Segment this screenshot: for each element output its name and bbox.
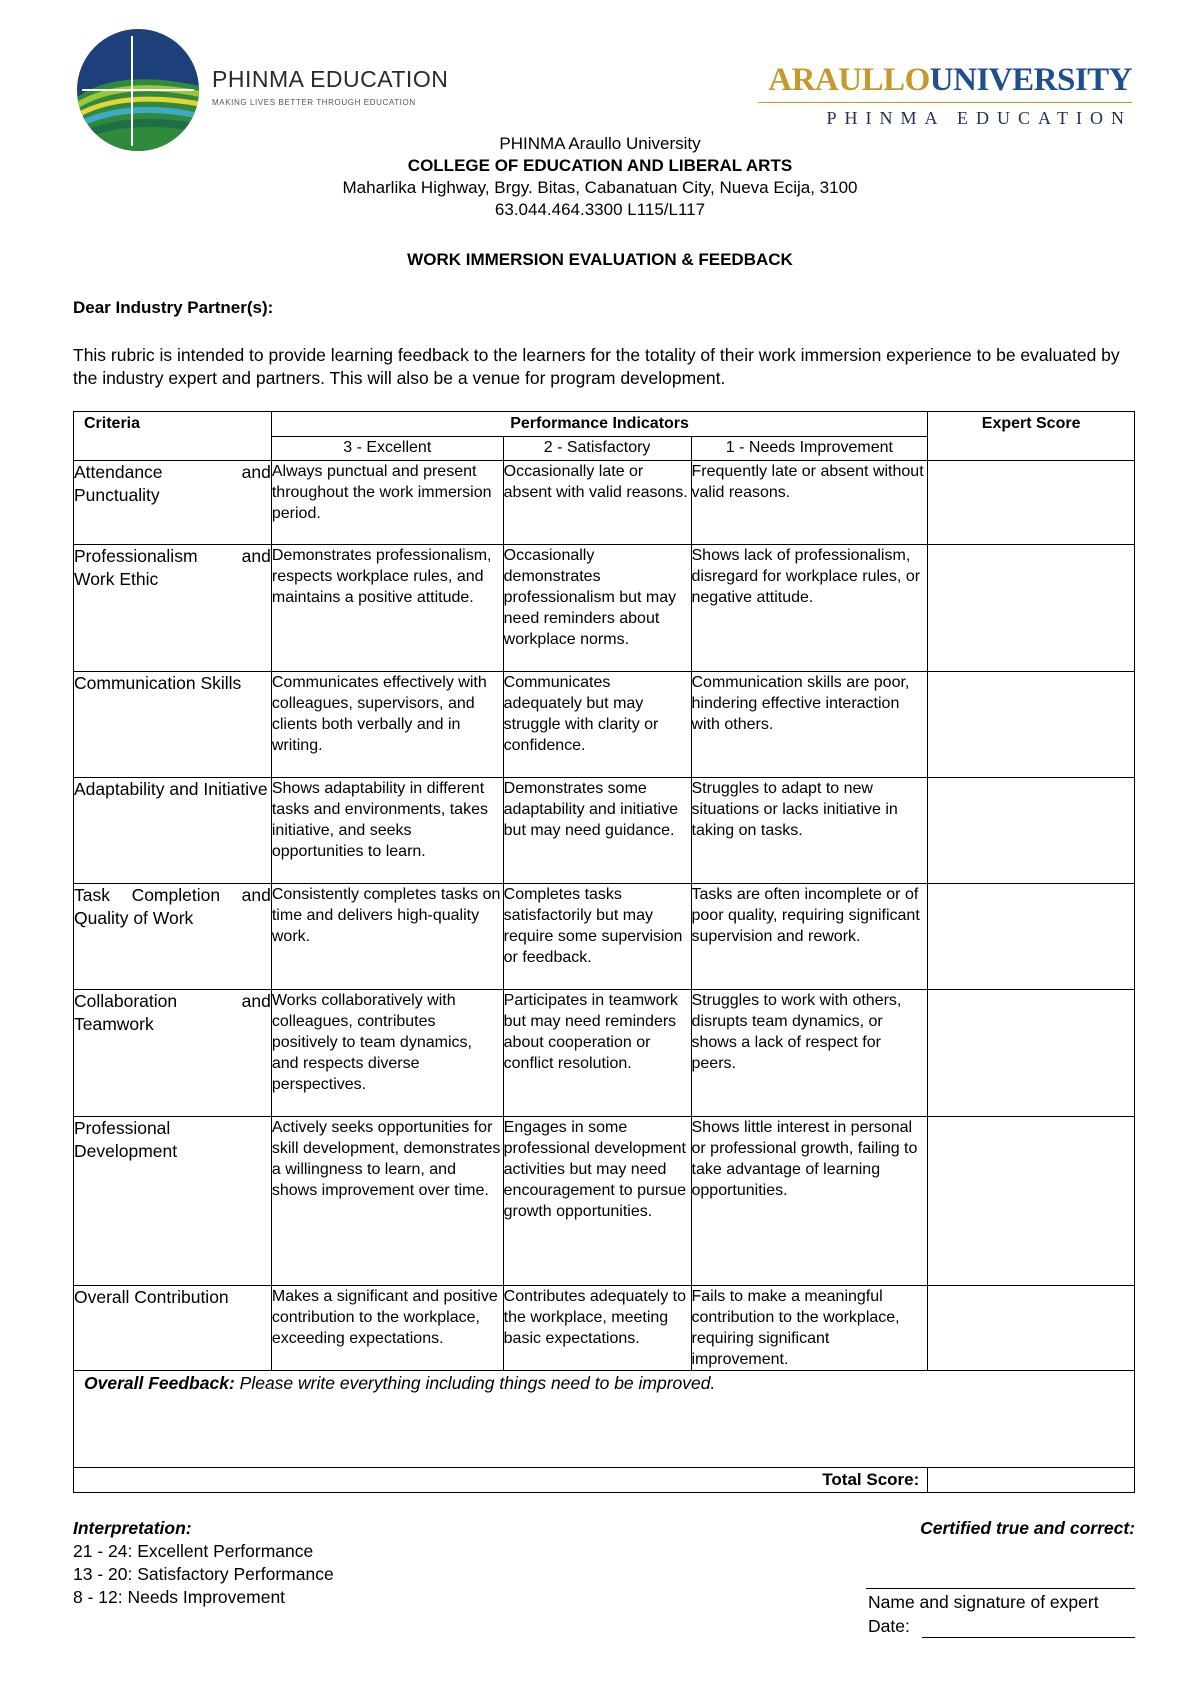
needs-improvement-text: Tasks are often incomplete or of poor quality, requiring significant supervision and rework. xyxy=(691,886,920,945)
level-satisfactory: 2 - Satisfactory xyxy=(503,437,691,461)
needs-improvement-text: Fails to make a meaningful contribution to the workplace, requiring significant improvement. xyxy=(691,1288,900,1368)
needs-improvement-text: Shows little interest in personal or professional growth, failing to take advantage of learning opportunities. xyxy=(691,1119,918,1199)
table-row xyxy=(74,990,1135,1117)
certification-title: Certified true and correct: xyxy=(920,1518,1135,1538)
criteria-cell: Professionalism and Work Ethic xyxy=(74,545,272,672)
criteria-header: Criteria xyxy=(74,412,272,461)
criteria-cell: Attendance and Punctuality xyxy=(74,461,272,545)
excellent-text: Consistently completes tasks on time and delivers high-quality work. xyxy=(271,886,501,945)
expert-score-input[interactable] xyxy=(928,545,1135,672)
total-score-input[interactable] xyxy=(928,1468,1135,1493)
satisfactory-cell xyxy=(503,884,691,990)
phinma-logo-tagline: MAKING LIVES BETTER THROUGH EDUCATION xyxy=(212,98,416,107)
criteria-cell: Overall Contribution xyxy=(74,1286,272,1371)
overall-feedback-field[interactable] xyxy=(74,1371,1135,1468)
excellent-text: Communicates effectively with colleagues, supervisors, and clients both verbally and in writing. xyxy=(271,674,487,754)
satisfactory-cell xyxy=(503,1117,691,1286)
expert-score-header: Expert Score xyxy=(928,412,1135,461)
excellent-text: Works collaboratively with colleagues, contributes positively to team dynamics, and respects diverse perspectives. xyxy=(271,992,472,1093)
overall-feedback-hint: Please write everything including things need to be improved. xyxy=(239,1373,716,1393)
criteria-cell: Adaptability and Initiative xyxy=(74,778,272,884)
total-score-label: Total Score: xyxy=(74,1468,928,1493)
satisfactory-text: Occasionally late or absent with valid reasons. xyxy=(503,463,688,501)
rubric-table xyxy=(73,411,1135,1493)
satisfactory-text: Demonstrates some adaptability and initiative but may need guidance. xyxy=(503,780,678,839)
satisfactory-text: Occasionally demonstrates professionalism but may need reminders about workplace norms. xyxy=(503,547,677,648)
excellent-cell xyxy=(271,1286,503,1371)
needs-improvement-cell xyxy=(691,884,928,990)
expert-score-input[interactable] xyxy=(928,1286,1135,1371)
salutation: Dear Industry Partner(s): xyxy=(73,298,274,317)
phinma-logo-name: PHINMA EDUCATION xyxy=(212,66,449,92)
needs-improvement-cell xyxy=(691,1117,928,1286)
performance-indicators-header: Performance Indicators xyxy=(271,412,927,437)
excellent-text: Always punctual and present throughout the work immersion period. xyxy=(271,463,492,522)
needs-improvement-cell xyxy=(691,545,928,672)
needs-improvement-text: Struggles to work with others, disrupts team dynamics, or shows a lack of respect for peers. xyxy=(691,992,902,1072)
criteria-cell: Task Completion and Quality of Work xyxy=(74,884,272,990)
table-row xyxy=(74,1117,1135,1286)
date-label: Date: xyxy=(868,1616,910,1636)
interpretation-item: 8 - 12: Needs Improvement xyxy=(73,1587,286,1607)
interpretation-title: Interpretation: xyxy=(73,1518,192,1538)
excellent-cell xyxy=(271,461,503,545)
satisfactory-text: Engages in some professional development activities but may need encouragement to pursue growth opportunities. xyxy=(503,1119,686,1220)
university-name: PHINMA Araullo University xyxy=(499,134,701,153)
needs-improvement-cell xyxy=(691,778,928,884)
table-row xyxy=(74,884,1135,990)
excellent-cell xyxy=(271,672,503,778)
au-logo-divider xyxy=(758,102,1132,103)
satisfactory-text: Contributes adequately to the workplace, meeting basic expectations. xyxy=(503,1288,686,1347)
satisfactory-text: Participates in teamwork but may need reminders about cooperation or conflict resolution. xyxy=(503,992,678,1072)
needs-improvement-cell xyxy=(691,672,928,778)
au-logo-subtitle: PHINMA EDUCATION xyxy=(826,108,1132,128)
excellent-cell xyxy=(271,884,503,990)
overall-feedback-label: Overall Feedback: xyxy=(84,1373,235,1393)
excellent-cell xyxy=(271,1117,503,1286)
level-needs-improvement: 1 - Needs Improvement xyxy=(691,437,928,461)
needs-improvement-text: Frequently late or absent without valid reasons. xyxy=(691,463,924,501)
satisfactory-cell xyxy=(503,461,691,545)
expert-score-input[interactable] xyxy=(928,778,1135,884)
excellent-text: Demonstrates professionalism, respects workplace rules, and maintains a positive attitude. xyxy=(271,547,492,606)
interpretation-item: 21 - 24: Excellent Performance xyxy=(73,1541,314,1561)
au-logo-part2: UNIVERSITY xyxy=(929,62,1132,98)
criteria-cell: Communication Skills xyxy=(74,672,272,778)
address: Maharlika Highway, Brgy. Bitas, Cabanatuan City, Nueva Ecija, 3100 xyxy=(342,178,858,197)
excellent-text: Actively seeks opportunities for skill development, demonstrates a willingness to learn, and shows improvement over time. xyxy=(271,1119,501,1199)
needs-improvement-text: Shows lack of professionalism, disregard for workplace rules, or negative attitude. xyxy=(691,547,921,606)
signature-label: Name and signature of expert xyxy=(868,1592,1099,1612)
intro-paragraph: This rubric is intended to provide learning feedback to the learners for the totality of their work immersion experience to be evaluated by the industry expert and partners. This will also be a venue for program development. xyxy=(73,345,1120,388)
excellent-cell xyxy=(271,990,503,1117)
total-score-row xyxy=(74,1468,1135,1493)
college-name: COLLEGE OF EDUCATION AND LIBERAL ARTS xyxy=(407,156,793,175)
table-header-row xyxy=(74,412,1135,437)
excellent-text: Shows adaptability in different tasks and environments, takes initiative, and seeks opportunities to learn. xyxy=(271,780,488,860)
level-excellent: 3 - Excellent xyxy=(271,437,503,461)
expert-score-input[interactable] xyxy=(928,672,1135,778)
au-logo-name xyxy=(768,62,1132,99)
needs-improvement-cell xyxy=(691,1286,928,1371)
excellent-cell xyxy=(271,545,503,672)
table-row xyxy=(74,672,1135,778)
date-line[interactable] xyxy=(922,1637,1135,1638)
phone: 63.044.464.3300 L115/L117 xyxy=(494,200,706,219)
au-logo-part1: ARAULLO xyxy=(768,62,930,98)
table-row xyxy=(74,1286,1135,1371)
expert-score-input[interactable] xyxy=(928,1117,1135,1286)
criteria-cell: Professional Development xyxy=(74,1117,272,1286)
expert-score-input[interactable] xyxy=(928,884,1135,990)
satisfactory-text: Communicates adequately but may struggle with clarity or confidence. xyxy=(503,674,659,754)
expert-score-input[interactable] xyxy=(928,990,1135,1117)
overall-feedback-row xyxy=(74,1371,1135,1468)
expert-score-input[interactable] xyxy=(928,461,1135,545)
criteria-cell: Collaboration and Teamwork xyxy=(74,990,272,1117)
araullo-university-logo xyxy=(752,62,1132,132)
needs-improvement-cell xyxy=(691,990,928,1117)
form-title: WORK IMMERSION EVALUATION & FEEDBACK xyxy=(407,250,793,269)
satisfactory-cell xyxy=(503,1286,691,1371)
excellent-text: Makes a significant and positive contribution to the workplace, exceeding expectations. xyxy=(271,1288,498,1347)
signature-line[interactable] xyxy=(866,1588,1135,1589)
satisfactory-cell xyxy=(503,990,691,1117)
table-row xyxy=(74,778,1135,884)
table-row xyxy=(74,545,1135,672)
table-row xyxy=(74,461,1135,545)
satisfactory-cell xyxy=(503,778,691,884)
satisfactory-cell xyxy=(503,672,691,778)
needs-improvement-cell xyxy=(691,461,928,545)
satisfactory-cell xyxy=(503,545,691,672)
interpretation-item: 13 - 20: Satisfactory Performance xyxy=(73,1564,334,1584)
needs-improvement-text: Struggles to adapt to new situations or lacks initiative in taking on tasks. xyxy=(691,780,898,839)
needs-improvement-text: Communication skills are poor, hindering effective interaction with others. xyxy=(691,674,910,733)
satisfactory-text: Completes tasks satisfactorily but may require some supervision or feedback. xyxy=(503,886,683,966)
excellent-cell xyxy=(271,778,503,884)
